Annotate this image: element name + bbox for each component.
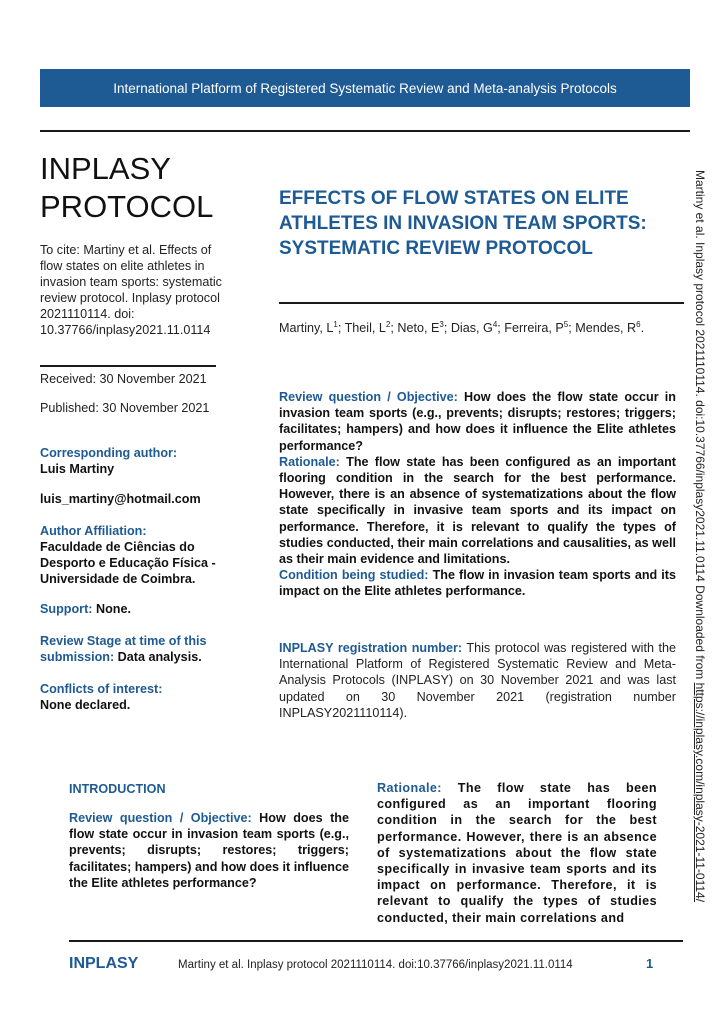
protocol-title	[40, 150, 213, 226]
rationale-label: Rationale:	[279, 454, 340, 469]
published-date: Published: 30 November 2021	[40, 401, 210, 415]
banner-text: International Platform of Registered Systematic Review and Meta-analysis Protocols	[113, 80, 617, 96]
cite-divider	[40, 365, 216, 367]
protocol-title-line1: INPLASY	[40, 151, 171, 186]
author-name: Mendes, R	[575, 321, 637, 336]
article-title: EFFECTS OF FLOW STATES ON ELITE ATHLETES IN INVASION TEAM SPORTS: SYSTEMATIC REVIEW PROTOCOL	[279, 188, 647, 259]
author-name: Martiny, L	[279, 321, 334, 336]
author-affiliation-number: 6	[636, 320, 641, 329]
registration-info	[279, 640, 676, 721]
corresponding-email[interactable]: luis_martiny@hotmail.com	[40, 492, 201, 506]
condition-text: The flow in invasion team sports and its impact on the Elite athletes performance.	[279, 568, 676, 599]
review-question-text: How does the flow state occur in invasion team sports (e.g., prevents; disrupts; restores; triggers; facilitates; hampers) and how does it influence the Elite athletes performance?	[279, 390, 676, 453]
side-download-note	[689, 170, 707, 930]
support-value: None.	[92, 602, 131, 616]
intro-rationale-label: Rationale:	[377, 781, 442, 795]
header-banner	[40, 69, 690, 107]
footer-brand: INPLASY	[69, 955, 139, 972]
review-question-label: Review question / Objective:	[279, 390, 458, 404]
author-affiliation-number: 3	[439, 320, 444, 329]
author-affiliation-number: 5	[563, 320, 569, 329]
intro-rationale	[377, 780, 657, 926]
conflicts-label: Conflicts of interest:	[40, 682, 163, 696]
affiliation-text: Faculdade de Ciências do Desporto e Educação Física - Universidade de Coimbra.	[40, 540, 216, 586]
author-name: Dias, G	[450, 321, 493, 336]
header-rule	[40, 130, 690, 132]
introduction-heading: INTRODUCTION	[69, 782, 166, 796]
intro-rationale-text: The flow state has been configured as an important flooring condition in the search for the best performance. However, there is an absence of systematizations about the flow state specifically in invasive team sports and its impact on performance. Therefore, it is relevant to qualify the types of studies conducted, their main correlations and	[377, 781, 657, 925]
received-date: Received: 30 November 2021	[40, 372, 207, 386]
side-link[interactable]: https://inplasy.com/inplasy-2021-11-0114/	[693, 682, 707, 903]
author-name: Ferreira, P	[504, 321, 564, 336]
review-stage	[40, 633, 240, 665]
author-affiliation	[40, 523, 245, 587]
condition-label: Condition being studied:	[279, 568, 429, 583]
author-name: Neto, E	[397, 321, 440, 336]
registration-label: INPLASY registration number:	[279, 641, 463, 655]
support-label: Support:	[40, 602, 93, 616]
affiliation-label: Author Affiliation:	[40, 524, 147, 538]
rationale-text: The flow state has been configured as an important flooring condition in the search for the best performance. However, there is an absence of systematizations about the flow state specifically in invasive team sports and its impact on performance. Therefore, it is relevant to qualify the types of studies conducted, their main correlations and causalities, as well as their main evidence and limitations.	[279, 454, 676, 567]
protocol-title-line2: PROTOCOL	[40, 189, 214, 224]
corresponding-name: Luis Martiny	[40, 462, 115, 476]
support	[40, 601, 131, 617]
intro-rq-label: Review question / Objective:	[69, 811, 252, 825]
citation-text: To cite: Martiny et al. Effects of flow states on elite athletes in invasion team sports: systematic review protocol. Inplasy protocol 2021110114. doi: 10.37766/inplasy2021.11.0114	[40, 243, 222, 337]
author-affiliation-number: 1	[333, 320, 338, 329]
corresponding-author	[40, 445, 240, 477]
corresponding-label: Corresponding author:	[40, 446, 178, 460]
author-affiliation-number: 4	[492, 320, 498, 329]
intro-review-question	[69, 810, 349, 891]
title-divider	[279, 302, 684, 304]
registration-text: This protocol was registered with the International Platform of Registered Systematic Review and Meta-Analysis Protocols (INPLASY) on 30 November 2021 and was last updated on 30 November 2021 (registration number INPLASY2021110114).	[279, 641, 676, 720]
conflicts-value: None declared.	[40, 698, 131, 712]
side-text: Martiny et al. Inplasy protocol 2021110114. doi:10.37766/inplasy2021.11.0114 Downloaded from	[693, 170, 707, 683]
footer-citation: Martiny et al. Inplasy protocol 2021110114. doi:10.37766/inplasy2021.11.0114	[178, 959, 573, 971]
author-list: Martiny, $L^1$; Theil, $L^2$; Neto, $E^3$; Dias, $G^4$; Ferreira, $P^5$; Mendes, $R^6$.	[279, 320, 645, 336]
conflicts-of-interest	[40, 681, 162, 713]
author-name: Theil, L	[344, 321, 386, 336]
review-stage-value: Data analysis.	[114, 650, 202, 664]
intro-rq-text: How does the flow state occur in invasion team sports (e.g., prevents; disrupts; restores; triggers; facilitates; hampers) and how does it influence the Elite athletes performance?	[69, 811, 349, 890]
author-affiliation-number: 2	[385, 320, 391, 329]
footer-rule	[69, 940, 683, 942]
page-number: 1	[646, 956, 654, 971]
abstract	[279, 389, 676, 600]
review-stage-label: Review Stage at time of this submission:	[40, 634, 207, 664]
